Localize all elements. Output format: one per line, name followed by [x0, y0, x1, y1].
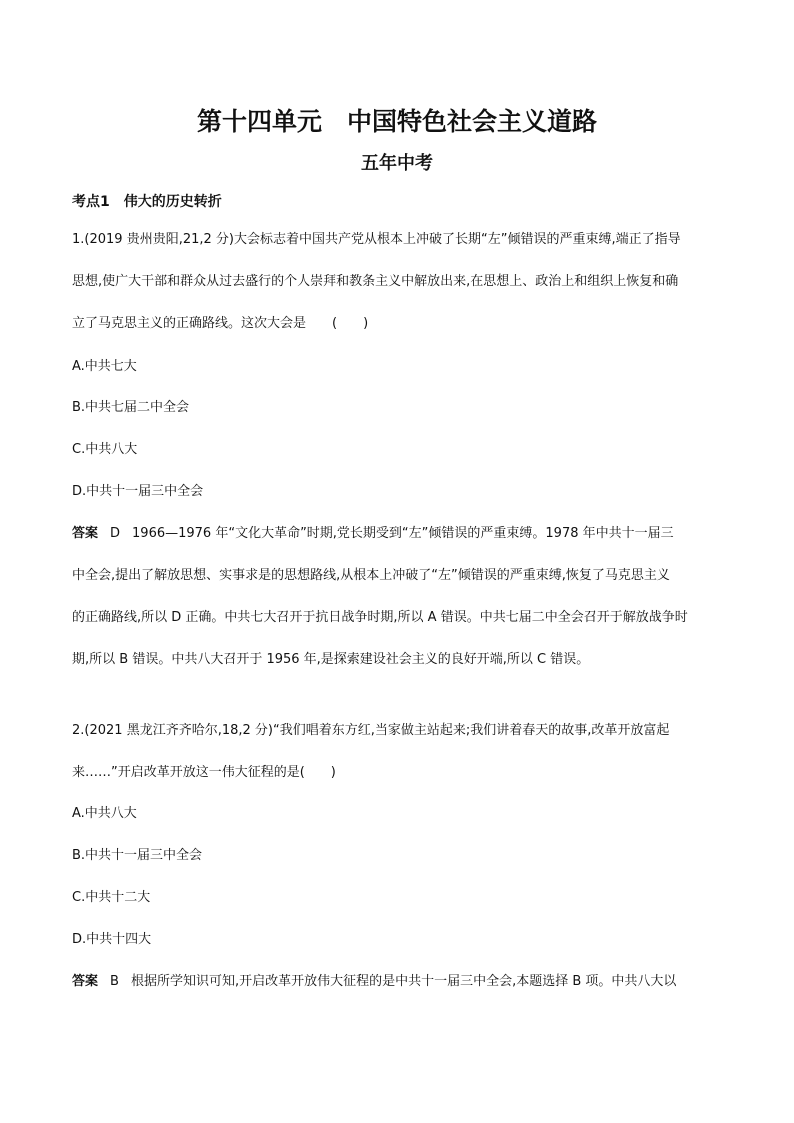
- question-1-stem-line-1: 1.(2019 贵州贵阳,21,2 分)大会标志着中国共产党从根本上冲破了长期“左”倾错误的严重束缚,端正了指导: [72, 232, 681, 247]
- question-2-explanation-line-1: 根据所学知识可知,开启改革开放伟大征程的是中共十一届三中全会,本题选择 B 项。中共八大以: [130, 974, 677, 989]
- question-2-option-a: A.中共八大: [72, 806, 137, 821]
- question-2-option-d: D.中共十四大: [72, 932, 152, 947]
- question-2-answer-label: 答案: [72, 974, 99, 989]
- section-heading: 考点1 伟大的历史转折: [72, 194, 222, 210]
- question-2-answer-line-1: [72, 972, 676, 992]
- question-2-option-b: B.中共十一届三中全会: [72, 848, 203, 863]
- question-1-option-a: A.中共七大: [72, 359, 137, 374]
- question-1-stem-line-3: 立了马克思主义的正确路线。这次大会是 ( ): [72, 316, 369, 331]
- page-subtitle: 五年中考: [361, 153, 433, 174]
- question-1-stem-line-2: 思想,使广大干部和群众从过去盛行的个人崇拜和教条主义中解放出来,在思想上、政治上和组织上恢复和确: [72, 274, 679, 289]
- question-1-option-b: B.中共七届二中全会: [72, 400, 190, 415]
- question-1-explanation-line-2: 中全会,提出了解放思想、实事求是的思想路线,从根本上冲破了“左”倾错误的严重束缚,恢复了马克思主义: [72, 568, 670, 583]
- page-title: 第十四单元 中国特色社会主义道路: [196, 107, 597, 136]
- question-1-explanation-line-1: 1966—1976 年“文化大革命”时期,党长期受到“左”倾错误的严重束缚。1978 年中共十一届三: [132, 526, 674, 541]
- question-1-option-d: D.中共十一届三中全会: [72, 484, 204, 499]
- question-2-stem-line-1: 2.(2021 黑龙江齐齐哈尔,18,2 分)“我们唱着东方红,当家做主站起来;我们讲着春天的故事,改革开放富起: [72, 723, 670, 738]
- question-1-answer-line-1: [72, 524, 674, 544]
- question-2-answer-letter: B: [110, 974, 119, 989]
- question-1-explanation-line-3: 的正确路线,所以 D 正确。中共七大召开于抗日战争时期,所以 A 错误。中共七届二中全会召开于解放战争时: [72, 610, 688, 625]
- question-1-explanation-line-4: 期,所以 B 错误。中共八大召开于 1956 年,是探索建设社会主义的良好开端,所以 C 错误。: [72, 652, 590, 667]
- question-1-answer-letter: D: [110, 526, 121, 541]
- question-2-stem-line-2: 来……”开启改革开放这一伟大征程的是( ): [72, 765, 336, 780]
- question-1-answer-label: 答案: [72, 526, 99, 541]
- question-1-option-c: C.中共八大: [72, 442, 138, 457]
- question-2-option-c: C.中共十二大: [72, 890, 151, 905]
